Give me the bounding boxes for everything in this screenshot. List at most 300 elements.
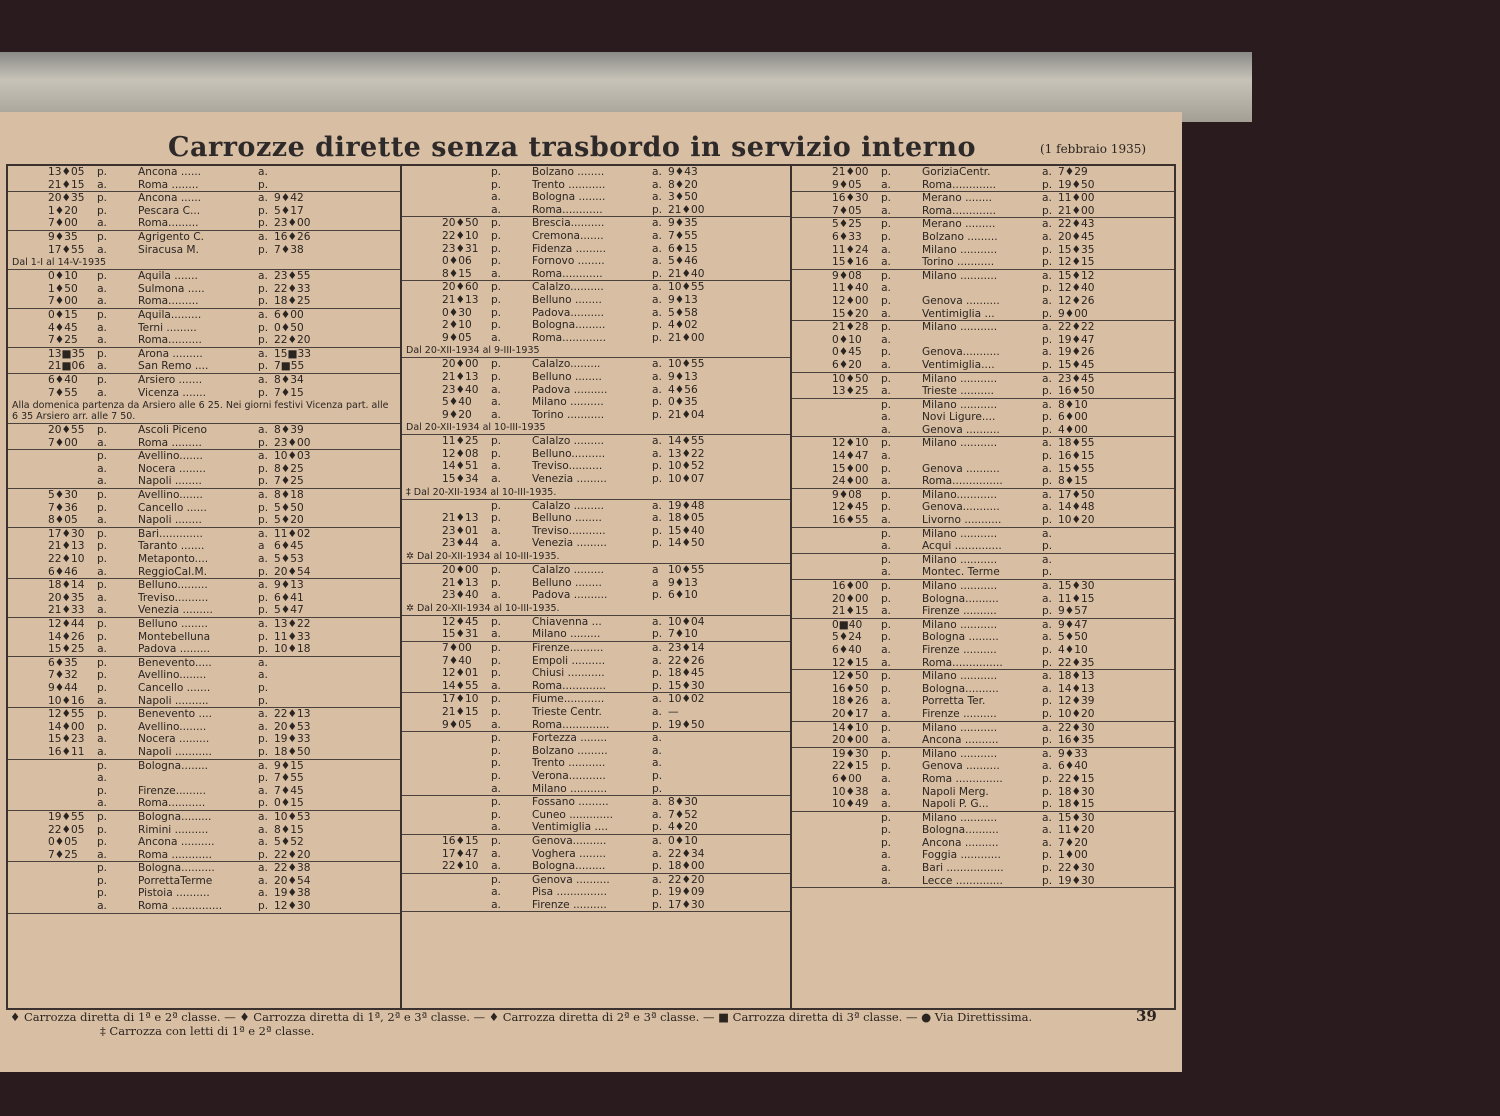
return-time: 14♦55 [668, 435, 705, 448]
departure-time: 17♦47 [442, 847, 479, 860]
departure-time: 20♦60 [442, 281, 479, 294]
timetable-row [792, 359, 1174, 372]
dep-arr-marker: p. [490, 576, 502, 589]
return-time: 15♦55 [1058, 462, 1095, 475]
arr-dep-marker: p. [1042, 695, 1053, 708]
dep-arr-marker: a. [491, 524, 501, 537]
station-name: Bolzano ........ [532, 166, 605, 178]
station-name: Roma............. [532, 679, 606, 692]
departure-time: 17♦30 [48, 527, 85, 540]
timetable-row [792, 334, 1174, 347]
station-name: Chiusi ........... [532, 667, 605, 680]
arr-dep-marker: a. [258, 450, 268, 463]
return-time: 9♦47 [1058, 618, 1088, 631]
return-time: 19♦30 [1058, 874, 1095, 887]
station-name: Agrigento C. [138, 230, 204, 243]
departure-time: 21♦13 [442, 512, 479, 525]
station-name: Milano ........... [922, 437, 998, 450]
return-time: 22♦13 [274, 708, 311, 721]
timetable-block [8, 811, 400, 862]
timetable-row [402, 332, 790, 345]
return-time: 22♦20 [668, 873, 705, 886]
return-time: 14♦48 [1058, 501, 1095, 514]
dep-arr-marker: p. [96, 373, 108, 386]
departure-time: 11♦40 [832, 282, 869, 295]
timetable-row [402, 655, 790, 668]
dep-arr-marker: p. [490, 873, 502, 886]
return-time: 19♦09 [668, 886, 705, 899]
dep-arr-marker: a. [881, 643, 891, 656]
station-name: Genova .......... [922, 462, 1000, 475]
timetable-row [402, 577, 790, 590]
return-time: 18♦30 [1058, 785, 1095, 798]
dep-arr-marker: p. [490, 447, 502, 460]
return-time: 0♦35 [668, 396, 698, 409]
arr-dep-marker: p. [652, 718, 663, 731]
return-time: 7♦29 [1058, 166, 1088, 178]
return-time: 10♦52 [668, 460, 705, 473]
timetable-block [8, 374, 400, 424]
return-time: 20♦45 [1058, 230, 1095, 243]
departure-time: 22♦10 [48, 553, 85, 566]
arr-dep-marker: p. [1042, 307, 1053, 320]
dep-arr-marker: p. [96, 759, 108, 772]
timetable-row [402, 217, 790, 230]
timetable-row [8, 348, 400, 361]
station-name: Pisa ............... [532, 886, 607, 899]
arr-dep-marker: p. [258, 334, 269, 347]
timetable-row [402, 179, 790, 192]
timetable-row [8, 360, 400, 373]
dep-arr-marker: a. [881, 734, 891, 747]
return-time: 12♦26 [1058, 294, 1095, 307]
station-name: Venezia ......... [532, 537, 607, 550]
departure-time: 9♦08 [832, 488, 862, 501]
dep-arr-marker: p. [96, 166, 108, 178]
block-note: Dal 1-I al 14-V-1935 [12, 257, 107, 269]
arr-dep-marker: a. [258, 373, 268, 386]
departure-time: 22♦05 [48, 823, 85, 836]
station-name: Empoli .......... [532, 654, 606, 667]
departure-time: 17♦55 [48, 243, 85, 256]
timetable-block [402, 166, 790, 217]
return-time: 21♦40 [668, 267, 705, 280]
timetable-row [792, 270, 1174, 283]
dep-arr-marker: a. [97, 178, 107, 191]
dep-arr-marker: a. [491, 628, 501, 641]
arr-dep-marker: p. [1042, 566, 1053, 579]
arr-dep-marker: a. [652, 242, 662, 255]
timetable-frame [6, 164, 1176, 1010]
departure-time: 20♦17 [832, 707, 869, 720]
arr-dep-marker: a. [652, 229, 662, 242]
return-time: 19♦33 [274, 733, 311, 746]
station-name: Bologna ......... [922, 631, 999, 644]
dep-arr-marker: a. [881, 178, 891, 191]
dep-arr-marker: a. [97, 436, 107, 449]
dep-arr-marker: p. [490, 667, 502, 680]
dep-arr-marker: p. [490, 705, 502, 718]
timetable-block [792, 619, 1174, 670]
timetable-row [8, 785, 400, 798]
departure-time: 11♦24 [832, 243, 869, 256]
dep-arr-marker: p. [96, 347, 108, 360]
dep-arr-marker: a. [881, 605, 891, 618]
timetable-row [792, 760, 1174, 773]
dep-arr-marker: a. [97, 745, 107, 758]
station-name: Roma............. [532, 331, 606, 344]
timetable-row [8, 772, 400, 785]
station-name: Cancello ....... [138, 681, 211, 694]
arr-dep-marker: a. [1042, 346, 1052, 359]
timetable-row [402, 564, 790, 577]
station-name: Bologna.......... [922, 682, 999, 695]
departure-time: 16♦15 [442, 834, 479, 847]
arr-dep-marker: a. [258, 553, 268, 566]
timetable-row [402, 473, 790, 486]
dep-arr-marker: a. [491, 886, 501, 899]
arr-dep-marker: p. [652, 860, 663, 873]
arr-dep-marker: p. [1042, 707, 1053, 720]
dep-arr-marker: p. [96, 424, 108, 437]
departure-time: 16♦50 [832, 682, 869, 695]
departure-time: 21♦00 [832, 166, 869, 178]
station-name: Livorno ........... [922, 514, 1002, 527]
departure-time: 20♦35 [48, 192, 85, 205]
timetable-page [0, 112, 1182, 1072]
timetable-row [402, 255, 790, 268]
station-name: Milano ........... [922, 747, 998, 760]
arr-dep-marker: a. [652, 191, 662, 204]
station-name: GoriziaCentr. [922, 166, 991, 178]
departure-time: 16♦30 [832, 192, 869, 205]
timetable-row [792, 450, 1174, 463]
arr-dep-marker: a. [1042, 721, 1052, 734]
return-time: 5♦47 [274, 604, 304, 617]
timetable-row [8, 657, 400, 670]
arr-dep-marker: p. [1042, 178, 1053, 191]
dep-arr-marker: a. [97, 514, 107, 527]
timetable-block [402, 281, 790, 358]
dep-arr-marker: a. [97, 282, 107, 295]
timetable-row [792, 463, 1174, 476]
arr-dep-marker: a. [1042, 462, 1052, 475]
arr-dep-marker: p. [652, 769, 663, 782]
timetable-row [792, 475, 1174, 488]
dep-arr-marker: p. [96, 270, 108, 283]
timetable-row [402, 243, 790, 256]
dep-arr-marker: a. [491, 537, 501, 550]
arr-dep-marker: p. [258, 501, 269, 514]
arr-dep-marker: p. [652, 898, 663, 911]
departure-time: 6♦40 [48, 373, 78, 386]
return-time: 0♦10 [668, 834, 698, 847]
timetable-row [8, 192, 400, 205]
dep-arr-marker: p. [490, 217, 502, 230]
dep-arr-marker: a. [97, 772, 107, 785]
station-name: Calalzo.......... [532, 281, 604, 294]
arr-dep-marker: a. [652, 744, 662, 757]
station-name: Bologna......... [532, 860, 606, 873]
station-name: Padova.......... [532, 306, 605, 319]
station-name: Milano ........... [922, 811, 998, 824]
departure-time: 12♦55 [48, 708, 85, 721]
return-time: 14♦50 [668, 537, 705, 550]
return-time: 23♦45 [1058, 372, 1095, 385]
arr-dep-marker: p. [1042, 333, 1053, 346]
station-name: Foggia ............ [922, 849, 1001, 862]
station-name: Arona ......... [138, 347, 203, 360]
arr-dep-marker: a. [652, 512, 662, 525]
dep-arr-marker: p. [96, 874, 108, 887]
departure-time: 9♦05 [832, 178, 862, 191]
timetable-block [8, 231, 400, 270]
timetable-row [8, 836, 400, 849]
station-name: Brescia.......... [532, 217, 605, 230]
station-name: Bolzano ......... [922, 230, 998, 243]
arr-dep-marker: p. [258, 243, 269, 256]
dep-arr-marker: a. [881, 772, 891, 785]
timetable-row [402, 860, 790, 873]
dep-arr-marker: a. [881, 333, 891, 346]
departure-time: 5♦30 [48, 489, 78, 502]
station-name: Bologna.......... [922, 824, 999, 837]
return-time: 15♦30 [1058, 811, 1095, 824]
timetable-row [402, 435, 790, 448]
return-time: 8♦34 [274, 373, 304, 386]
dep-arr-marker: a. [881, 282, 891, 295]
return-time: 10♦03 [274, 450, 311, 463]
departure-time: 1♦50 [48, 282, 78, 295]
station-name: Trieste Centr. [532, 705, 602, 718]
departure-time: 6♦35 [48, 656, 78, 669]
arr-dep-marker: a. [1042, 836, 1052, 849]
return-time: 12♦39 [1058, 695, 1095, 708]
arr-dep-marker: p. [652, 886, 663, 899]
station-name: Acqui .............. [922, 540, 1002, 553]
station-name: Napoli ........ [138, 475, 202, 488]
station-name: Aquila ....... [138, 270, 198, 283]
timetable-row [402, 230, 790, 243]
station-name: Firenze .......... [532, 898, 607, 911]
dep-arr-marker: p. [490, 769, 502, 782]
station-name: Chiavenna ... [532, 615, 602, 628]
arr-dep-marker: p. [1042, 204, 1053, 217]
return-time: 11♦15 [1058, 592, 1095, 605]
return-time: 19♦48 [668, 499, 705, 512]
departure-time: 12♦50 [832, 670, 869, 683]
arr-dep-marker: a. [652, 370, 662, 383]
station-name: Porretta Ter. [922, 695, 986, 708]
timetable-block [792, 489, 1174, 528]
departure-time: 20♦50 [442, 217, 479, 230]
timetable-row [402, 809, 790, 822]
timetable-row [8, 900, 400, 913]
return-time: 7♦20 [1058, 836, 1088, 849]
dep-arr-marker: a. [881, 540, 891, 553]
dep-arr-marker: p. [96, 308, 108, 321]
departure-time: 13♦25 [832, 385, 869, 398]
dep-arr-marker: a. [491, 267, 501, 280]
timetable-block [402, 835, 790, 874]
dep-arr-marker: a. [881, 874, 891, 887]
arr-dep-marker: a. [258, 166, 268, 178]
dep-arr-marker: p. [880, 321, 892, 334]
arr-dep-marker: a. [1042, 580, 1052, 592]
arr-dep-marker: a. [652, 435, 662, 448]
timetable-row [402, 616, 790, 629]
timetable-row [402, 770, 790, 783]
arr-dep-marker: a. [652, 383, 662, 396]
station-name: Genova .......... [922, 294, 1000, 307]
arr-dep-marker: p. [258, 360, 269, 373]
departure-time: 7♦00 [442, 642, 472, 654]
return-time: 7■55 [274, 360, 305, 373]
timetable-row [402, 719, 790, 732]
departure-time: 15♦23 [48, 733, 85, 746]
dep-arr-marker: p. [880, 592, 892, 605]
return-time: 9♦15 [274, 759, 304, 772]
timetable-row [8, 179, 400, 192]
return-time: 11♦02 [274, 527, 311, 540]
return-time: 19♦50 [668, 718, 705, 731]
return-time: 22♦35 [1058, 656, 1095, 669]
station-name: Calalzo ......... [532, 435, 604, 448]
timetable-block [402, 616, 790, 642]
timetable-row [402, 460, 790, 473]
departure-time: 14♦10 [832, 721, 869, 734]
timetable-row [402, 667, 790, 680]
timetable-column-2 [402, 166, 792, 1008]
timetable-block [402, 500, 790, 564]
return-time: 15♦30 [668, 679, 705, 692]
arr-dep-marker: a. [652, 615, 662, 628]
dep-arr-marker: p. [880, 437, 892, 450]
return-time: 9♦13 [668, 370, 698, 383]
return-time: 15♦30 [1058, 580, 1095, 592]
arr-dep-marker: a. [652, 499, 662, 512]
departure-time: 6♦33 [832, 230, 862, 243]
dep-arr-marker: p. [96, 527, 108, 540]
departure-time: 21♦15 [48, 178, 85, 191]
timetable-row [402, 396, 790, 409]
station-name: Ancona .......... [138, 836, 215, 849]
arr-dep-marker: a. [652, 732, 662, 745]
dep-arr-marker: a. [881, 358, 891, 371]
timetable-block [792, 218, 1174, 269]
timetable-row [8, 695, 400, 708]
timetable-row [8, 618, 400, 631]
dep-arr-marker: a. [491, 331, 501, 344]
departure-time: 12♦44 [48, 618, 85, 630]
timetable-row [8, 824, 400, 837]
return-time: 6♦00 [274, 308, 304, 321]
dep-arr-marker: p. [880, 618, 892, 631]
dep-arr-marker: p. [490, 796, 502, 809]
station-name: Genova .......... [922, 760, 1000, 773]
return-time: 18♦50 [274, 745, 311, 758]
station-name: Roma......... [138, 217, 199, 230]
station-name: Bolzano ......... [532, 744, 608, 757]
timetable-row [8, 733, 400, 746]
station-name: Verona........... [532, 769, 606, 782]
arr-dep-marker: a. [258, 669, 268, 682]
timetable-row [8, 514, 400, 527]
dep-arr-marker: p. [490, 319, 502, 332]
return-time: 14♦13 [1058, 682, 1095, 695]
arr-dep-marker: p. [1042, 540, 1053, 553]
timetable-row [792, 619, 1174, 632]
timetable-row [792, 528, 1174, 541]
dep-arr-marker: a. [881, 849, 891, 862]
timetable-block [402, 217, 790, 281]
timetable-row [8, 295, 400, 308]
arr-dep-marker: a. [1042, 218, 1052, 231]
departure-time: 14♦51 [442, 460, 479, 473]
station-name: Firenze .......... [922, 707, 997, 720]
departure-time: 21♦15 [442, 705, 479, 718]
arr-dep-marker: p. [258, 643, 269, 656]
station-name: Napoli P. G... [922, 798, 989, 811]
block-note: Dal 20-XII-1934 al 9-III-1935 [406, 345, 540, 357]
station-name: Milano ........... [922, 580, 998, 592]
station-name: Venezia ......... [138, 604, 213, 617]
return-time: 16♦26 [274, 230, 311, 243]
timetable-block [402, 796, 790, 835]
departure-time: 0♦45 [832, 346, 862, 359]
departure-time: 21■06 [48, 360, 85, 373]
timetable-row [792, 773, 1174, 786]
arr-dep-marker: a. [258, 862, 268, 875]
station-name: Roma ............ [138, 848, 212, 861]
dep-arr-marker: p. [96, 836, 108, 849]
arr-dep-marker: a. [1042, 269, 1052, 282]
arr-dep-marker: a. [652, 255, 662, 268]
departure-time: 20♦00 [442, 564, 479, 577]
departure-time: 0■40 [832, 618, 863, 631]
timetable-row [402, 680, 790, 693]
timetable-row [792, 424, 1174, 437]
dep-arr-marker: p. [490, 834, 502, 847]
arr-dep-marker: a. [258, 230, 268, 243]
station-name: Fortezza ........ [532, 732, 608, 745]
arr-dep-marker: a. [258, 489, 268, 502]
timetable-row [792, 644, 1174, 657]
dep-arr-marker: p. [96, 862, 108, 875]
dep-arr-marker: p. [96, 192, 108, 205]
timetable-row [402, 384, 790, 397]
timetable-row [402, 821, 790, 834]
return-time: 20♦54 [274, 565, 311, 578]
return-time: 8♦25 [274, 462, 304, 475]
departure-time: 12♦01 [442, 667, 479, 680]
departure-time: 7♦32 [48, 669, 78, 682]
return-time: 5♦50 [274, 501, 304, 514]
dep-arr-marker: p. [96, 681, 108, 694]
station-name: Vicenza ....... [138, 386, 207, 399]
station-name: Fidenza ......... [532, 242, 606, 255]
station-name: Roma............. [922, 204, 996, 217]
departure-time: 12♦00 [832, 294, 869, 307]
arr-dep-marker: a. [652, 642, 662, 654]
dep-arr-marker: a. [881, 450, 891, 463]
return-time: 5♦20 [274, 514, 304, 527]
timetable-row [792, 824, 1174, 837]
dep-arr-marker: p. [490, 306, 502, 319]
timetable-row [792, 308, 1174, 321]
arr-dep-marker: p. [1042, 385, 1053, 398]
timetable-row [792, 786, 1174, 799]
